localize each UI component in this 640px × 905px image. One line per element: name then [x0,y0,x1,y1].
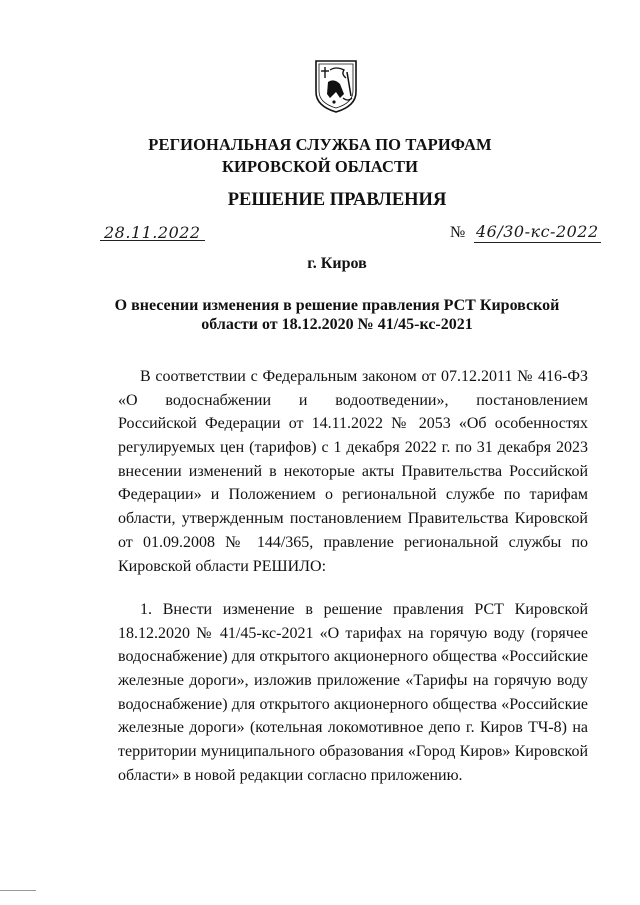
text-line: Кировской области РЕШИЛО: [118,557,327,575]
text-line: области» в новой редакции согласно приложению. [118,766,463,784]
text-line: 1. Внести изменение в решение правления РСТ Кировской [140,601,588,618]
decision-date-field [100,222,205,241]
text-line: внесении изменений в некоторые акты Правительства Российской [118,462,588,480]
text-line: области, утвержденным постановлением Правительства Кировской [118,510,588,528]
subject-line2: области от 18.12.2020 № 41/45-кс-2021 [201,316,473,333]
text-line: территории муниципального образования «Город Киров» Кировской [118,743,588,761]
subject-line1: О внесении изменения в решение правления РСТ Кировской [114,297,560,314]
text-line: от 01.09.2008 № 144/365, правление региональной службы по [118,533,588,551]
handwritten-date: 28.11.2022 [104,223,201,242]
text-line: водоснабжение) для открытого акционерного общества «Российские [118,695,588,713]
organization-name-line2: КИРОВСКОЙ ОБЛАСТИ [221,157,419,176]
number-sign: № [450,224,466,241]
text-line: В соответствии с Федеральным законом от 07.12.2011 № 416-ФЗ [140,368,588,385]
handwritten-number: 46/30-кс-2022 [476,222,599,241]
text-line: Федерации» и Положением о региональной службе по тарифам [118,486,588,504]
text-line: железные дороги», изложив приложение «Тарифы на горячую воду [118,672,588,690]
text-line: Российской Федерации от 14.11.2022 № 2053 «Об особенностях [118,415,588,433]
text-line: железные дороги» (котельная локомотивное депо г. Киров ТЧ-8) на [118,719,588,737]
paragraph-preamble [118,365,588,578]
organization-name-line1: РЕГИОНАЛЬНАЯ СЛУЖБА ПО ТАРИФАМ [148,135,492,154]
text-line: 18.12.2020 № 41/45-кс-2021 «О тарифах на горячую воду (горячее [118,624,588,642]
coat-of-arms-icon [314,58,358,114]
document-type-title: РЕШЕНИЕ ПРАВЛЕНИЯ [227,190,447,210]
text-line: водоснабжение) для открытого акционерного общества «Российские [118,648,588,666]
text-line: регулируемых цен (тарифов) с 1 декабря 2022 г. по 31 декабря 2023 [118,439,588,457]
paragraph-item-1 [118,598,588,788]
city-label: г. Киров [307,255,367,272]
text-line: «О водоснабжении и водоотведении», постановлением [118,391,588,409]
footer-divider [0,890,36,891]
